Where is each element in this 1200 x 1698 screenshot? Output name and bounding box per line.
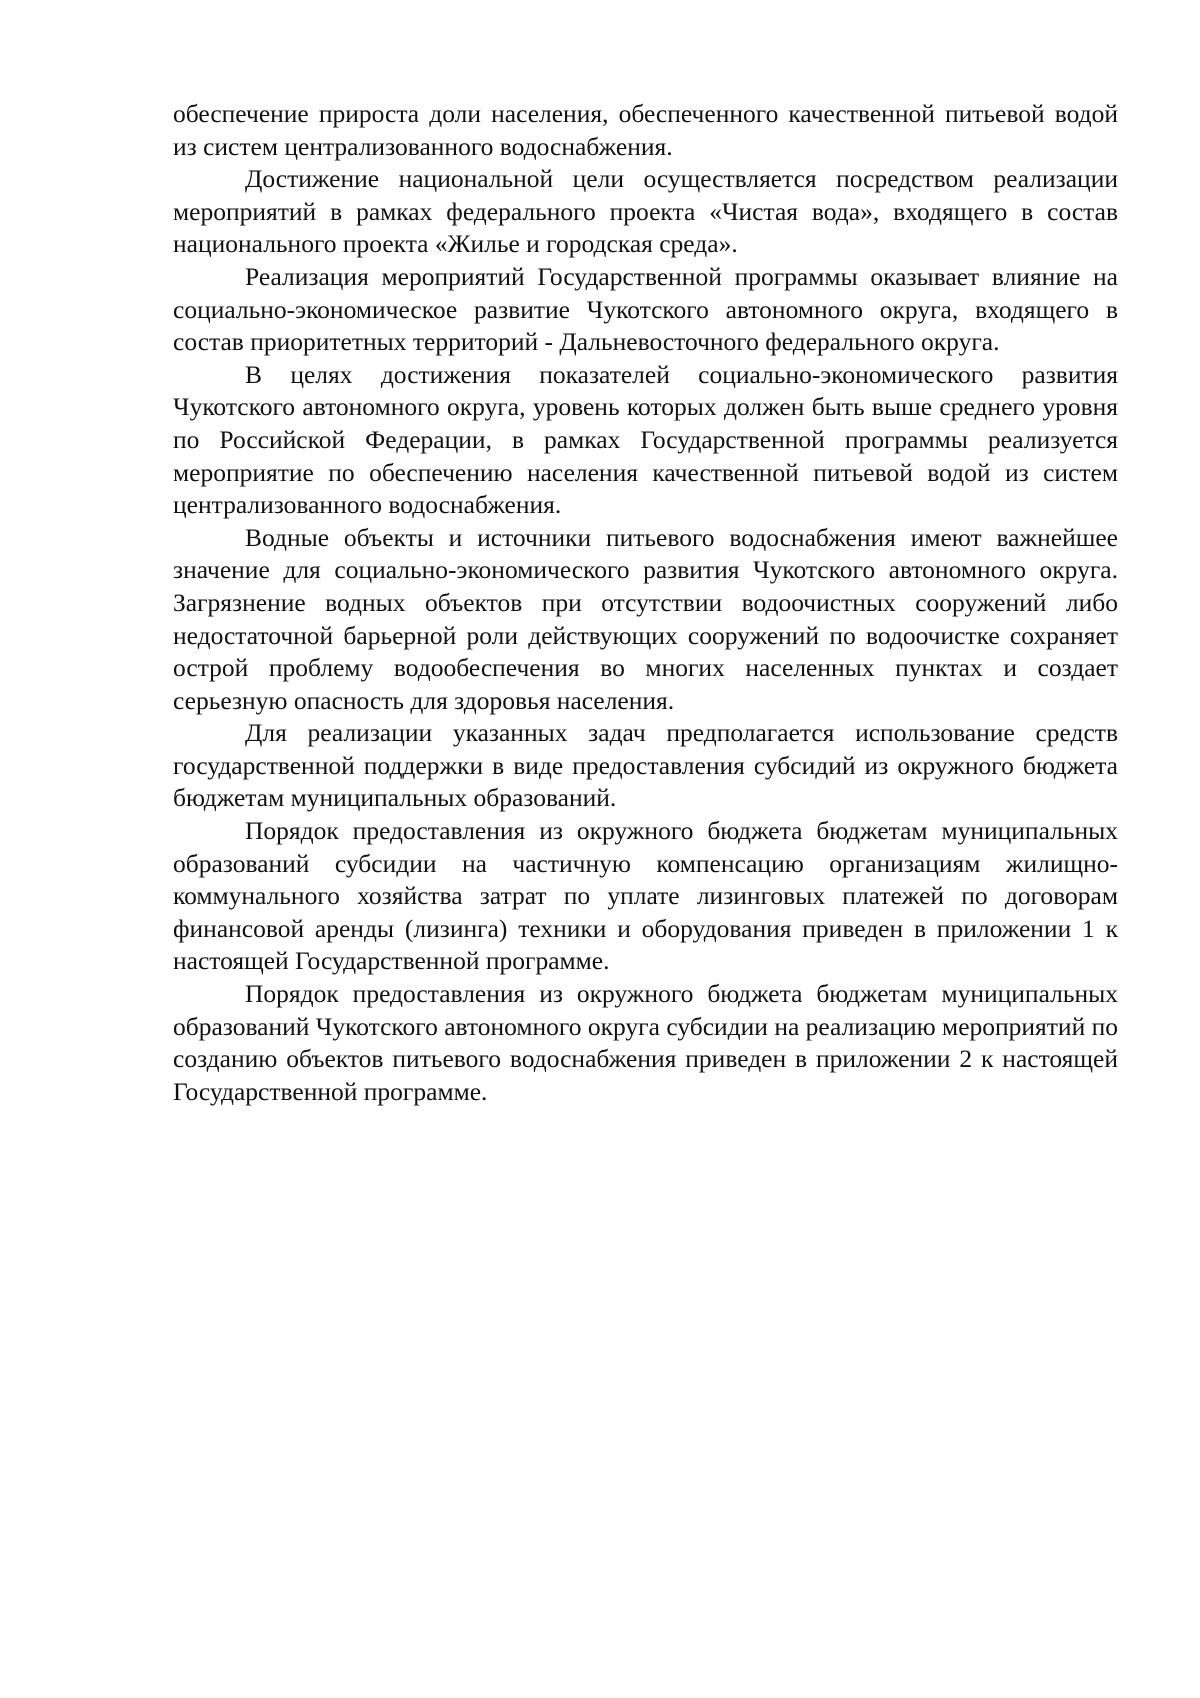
paragraph-water-objects: Водные объекты и источники питьевого водоснабжения имеют важнейшее значение для социально-экономического развития Чукотского автономного округа. Загрязнение водных объектов при отсутствии водоочистных сооружений либо недостаточной барьерной роли действующих сооружений по водоочистке сохраняет острой проблему водообеспечения во многих населенных пунктах и создает серьезную опасность для здоровья населения. — [173, 522, 1118, 715]
paragraph-state-support: Для реализации указанных задач предполагается использование средств государственной поддержки в виде предоставления субсидий из окружного бюджета бюджетам муниципальных образований. — [173, 718, 1118, 813]
paragraph-appendix-1: Порядок предоставления из окружного бюджета бюджетам муниципальных образований субсидии на частичную компенсацию организациям жилищно-коммунального хозяйства затрат по уплате лизинговых платежей по договорам финансовой аренды (лизинга) техники и оборудования приведен в приложении 1 к настоящей Государственной программе. — [173, 816, 1118, 976]
paragraph-appendix-2: Порядок предоставления из окружного бюджета бюджетам муниципальных образований Чукотского автономного округа субсидии на реализацию мероприятий по созданию объектов питьевого водоснабжения приведен в приложении 2 к настоящей Государственной программе. — [173, 979, 1118, 1106]
paragraph-continuation: обеспечение прироста доли населения, обеспеченного качественной питьевой водой из систем централизованного водоснабжения. — [173, 99, 1118, 161]
paragraph-development-indicators: В целях достижения показателей социально-экономического развития Чукотского автономного округа, уровень которых должен быть выше среднего уровня по Российской Федерации, в рамках Государственной программы реализуется мероприятие по обеспечению населения качественной питьевой водой из систем централизованного водоснабжения. — [173, 359, 1118, 520]
document-body — [173, 98, 1118, 1108]
paragraph-program-impact: Реализация мероприятий Государственной программы оказывает влияние на социально-экономическое развитие Чукотского автономного округа, входящего в состав приоритетных территорий - Дальневосточного федерального округа. — [173, 261, 1118, 357]
paragraph-national-goal: Достижение национальной цели осуществляется посредством реализации мероприятий в рамках федерального проекта «Чистая вода», входящего в состав национального проекта «Жилье и городская среда». — [173, 164, 1118, 259]
